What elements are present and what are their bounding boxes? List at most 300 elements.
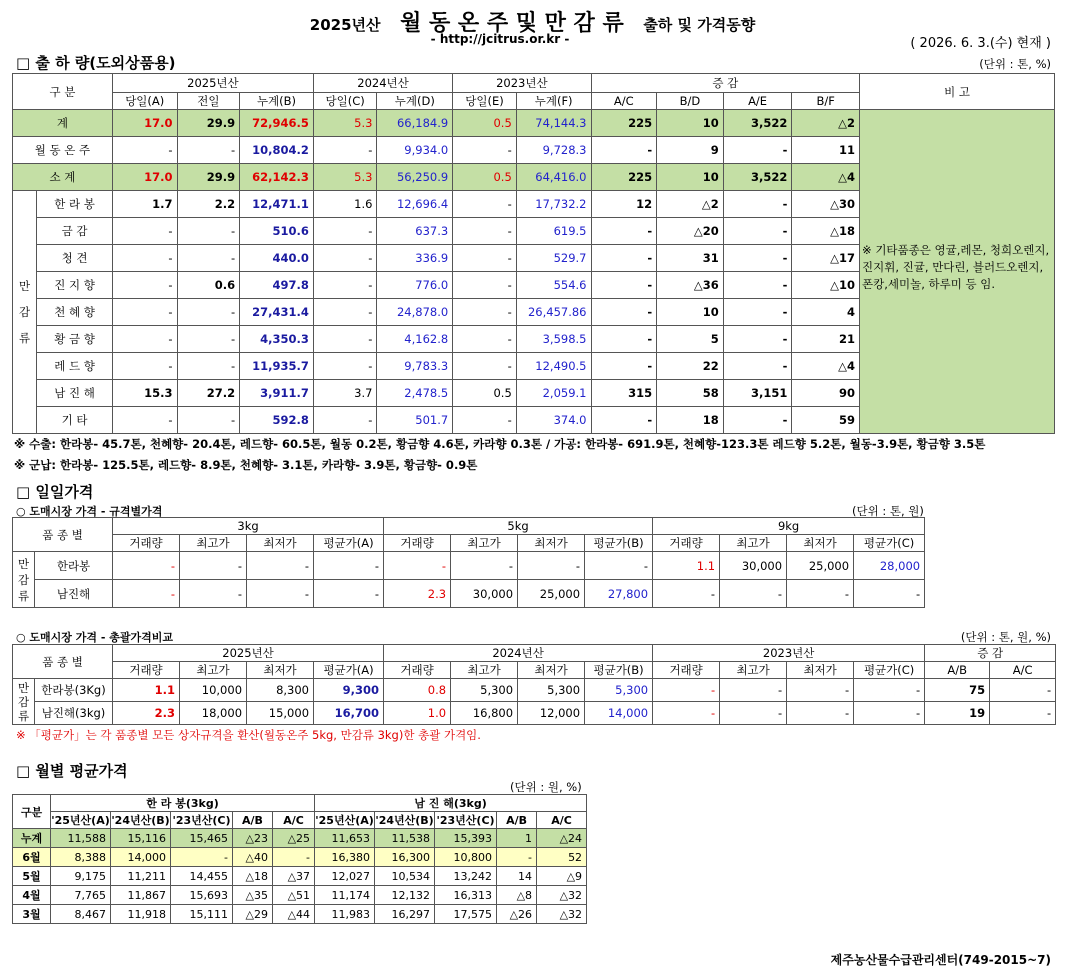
cell: 21 bbox=[792, 326, 860, 353]
cell: 11,538 bbox=[375, 829, 435, 848]
group-label: 만 감 류 bbox=[13, 679, 35, 725]
spec-title: ○ 도매시장 가격 - 규격별가격 bbox=[16, 505, 163, 518]
cell: 10 bbox=[657, 299, 724, 326]
sub-header: '25년산(A) bbox=[315, 812, 375, 829]
cell: - bbox=[653, 702, 720, 725]
table-row bbox=[13, 580, 925, 608]
sub-header: 거래량 bbox=[653, 535, 720, 552]
cell: △26 bbox=[497, 905, 537, 924]
cell: - bbox=[273, 848, 315, 867]
row-label: 남 진 해 bbox=[37, 380, 113, 407]
cell: 12,000 bbox=[518, 702, 585, 725]
cell: 15,000 bbox=[247, 702, 314, 725]
cell: 1.1 bbox=[653, 552, 720, 580]
cell: 501.7 bbox=[377, 407, 453, 434]
cell: 90 bbox=[792, 380, 860, 407]
cell: 14 bbox=[497, 867, 537, 886]
h-variety: 품 종 별 bbox=[13, 645, 113, 679]
sub-header: 최저가 bbox=[787, 662, 854, 679]
cell: - bbox=[854, 580, 925, 608]
cell: 10,804.2 bbox=[240, 137, 314, 164]
cell: △32 bbox=[537, 886, 587, 905]
row-label: 한라봉(3Kg) bbox=[35, 679, 113, 702]
cell: 10,534 bbox=[375, 867, 435, 886]
cell: 9,728.3 bbox=[516, 137, 591, 164]
cell: - bbox=[313, 137, 377, 164]
cell: 2.2 bbox=[177, 191, 240, 218]
cell: 9,300 bbox=[314, 679, 384, 702]
cell: △36 bbox=[657, 272, 724, 299]
cell: 74,144.3 bbox=[516, 110, 591, 137]
sub-header: A/C bbox=[273, 812, 315, 829]
monthly-section-title: □ 월별 평균가격 bbox=[16, 762, 128, 780]
cell: 12,490.5 bbox=[516, 353, 591, 380]
sub-header: 평균가(C) bbox=[854, 662, 925, 679]
cell: 8,388 bbox=[51, 848, 111, 867]
sub-header: 누계(B) bbox=[240, 93, 314, 110]
cell: 15,465 bbox=[171, 829, 233, 848]
cell: △20 bbox=[657, 218, 724, 245]
row-label: 소 계 bbox=[13, 164, 113, 191]
row-label: 진 지 향 bbox=[37, 272, 113, 299]
title-main: 월 동 온 주 및 만 감 류 bbox=[400, 11, 624, 36]
cell: 10,000 bbox=[180, 679, 247, 702]
cell: - bbox=[453, 353, 517, 380]
cell: 12,027 bbox=[315, 867, 375, 886]
cell: - bbox=[591, 353, 657, 380]
cell: 4,350.3 bbox=[240, 326, 314, 353]
cell: - bbox=[723, 137, 792, 164]
cell: △2 bbox=[792, 110, 860, 137]
cell: - bbox=[112, 353, 177, 380]
cell: △18 bbox=[792, 218, 860, 245]
cell: △23 bbox=[233, 829, 273, 848]
cell: 3,598.5 bbox=[516, 326, 591, 353]
h-category: 구 분 bbox=[13, 74, 113, 110]
cell: △35 bbox=[233, 886, 273, 905]
total-price-table bbox=[12, 644, 1056, 725]
cell: - bbox=[854, 679, 925, 702]
sub-header: 평균가(B) bbox=[585, 662, 653, 679]
monthly-unit: (단위 : 원, %) bbox=[510, 780, 582, 794]
cell: 5.3 bbox=[313, 164, 377, 191]
cell: - bbox=[180, 552, 247, 580]
sub-header: 당일(A) bbox=[112, 93, 177, 110]
sub-header: A/E bbox=[723, 93, 792, 110]
cell: - bbox=[453, 245, 517, 272]
cell: - bbox=[313, 326, 377, 353]
cell: - bbox=[113, 580, 180, 608]
cell: 11,174 bbox=[315, 886, 375, 905]
cell: - bbox=[591, 218, 657, 245]
cell: 12 bbox=[591, 191, 657, 218]
sub-header: 거래량 bbox=[384, 662, 451, 679]
h-y2024: 2024년산 bbox=[384, 645, 653, 662]
cell: 17.0 bbox=[112, 110, 177, 137]
cell: - bbox=[787, 580, 854, 608]
cell: - bbox=[720, 679, 787, 702]
h-y2025: 2025년산 bbox=[112, 74, 313, 93]
cell: 26,457.86 bbox=[516, 299, 591, 326]
cell: 510.6 bbox=[240, 218, 314, 245]
cell: 2.3 bbox=[384, 580, 451, 608]
shipment-section-title: □ 출 하 량(도외상품용) bbox=[16, 54, 176, 72]
cell: 374.0 bbox=[516, 407, 591, 434]
cell: 27,800 bbox=[585, 580, 653, 608]
cell: - bbox=[247, 552, 314, 580]
total-title: ○ 도매시장 가격 - 총괄가격비교 bbox=[16, 631, 173, 644]
sub-header: 최고가 bbox=[720, 535, 787, 552]
cell: - bbox=[313, 407, 377, 434]
footnote-export: ※ 수출: 한라봉- 45.7톤, 천혜향- 20.4톤, 레드향- 60.5톤, 월동 0.2톤, 황금향 4.6톤, 카라향 0.3톤 / 가공: 한라봉- 691.9톤, 천혜향-123.3톤 레드향 5.2톤, 월동-3.9톤, 황금향 3.5톤 bbox=[14, 437, 986, 451]
cell: 18 bbox=[657, 407, 724, 434]
cell: - bbox=[591, 326, 657, 353]
cell: 15,393 bbox=[435, 829, 497, 848]
total-note: ※ 「평균가」는 각 품종별 모든 상자규격을 환산(월동온주 5kg, 만감류 3kg)한 총괄 가격임. bbox=[16, 728, 481, 742]
spec-price-table bbox=[12, 517, 925, 608]
cell: 59 bbox=[792, 407, 860, 434]
cell: 52 bbox=[537, 848, 587, 867]
row-label: 황 금 향 bbox=[37, 326, 113, 353]
cell: 315 bbox=[591, 380, 657, 407]
cell: 16,700 bbox=[314, 702, 384, 725]
cell: △40 bbox=[233, 848, 273, 867]
cell: △17 bbox=[792, 245, 860, 272]
table-row bbox=[13, 702, 1056, 725]
cell: 11,588 bbox=[51, 829, 111, 848]
cell: - bbox=[112, 407, 177, 434]
cell: - bbox=[497, 848, 537, 867]
cell: - bbox=[723, 299, 792, 326]
cell: 11,918 bbox=[111, 905, 171, 924]
row-label: 레 드 향 bbox=[37, 353, 113, 380]
cell: 14,000 bbox=[585, 702, 653, 725]
cell: 440.0 bbox=[240, 245, 314, 272]
cell: - bbox=[112, 326, 177, 353]
h-note: 비 고 bbox=[860, 74, 1055, 110]
cell: 5.3 bbox=[313, 110, 377, 137]
cell: 1.0 bbox=[384, 702, 451, 725]
cell: 1 bbox=[497, 829, 537, 848]
cell: - bbox=[453, 137, 517, 164]
cell: - bbox=[313, 245, 377, 272]
cell: - bbox=[177, 137, 240, 164]
cell: 0.6 bbox=[177, 272, 240, 299]
sub-header: 평균가(A) bbox=[314, 662, 384, 679]
cell: 10,800 bbox=[435, 848, 497, 867]
table-row bbox=[13, 552, 925, 580]
cell: - bbox=[720, 580, 787, 608]
cell: 27.2 bbox=[177, 380, 240, 407]
cell: 25,000 bbox=[518, 580, 585, 608]
cell: 3,522 bbox=[723, 164, 792, 191]
row-label: 6월 bbox=[13, 848, 51, 867]
h-namjinhae: 남 진 해(3kg) bbox=[315, 795, 587, 812]
cell: - bbox=[787, 679, 854, 702]
cell: 29.9 bbox=[177, 110, 240, 137]
cell: 0.8 bbox=[384, 679, 451, 702]
h-div: 구분 bbox=[13, 795, 51, 829]
cell: 17,575 bbox=[435, 905, 497, 924]
cell: 22 bbox=[657, 353, 724, 380]
cell: 16,380 bbox=[315, 848, 375, 867]
cell: - bbox=[453, 191, 517, 218]
sub-header: '23년산(C) bbox=[435, 812, 497, 829]
table-row bbox=[13, 679, 1056, 702]
cell: - bbox=[585, 552, 653, 580]
cell: 16,300 bbox=[375, 848, 435, 867]
cell: 1.6 bbox=[313, 191, 377, 218]
shipment-table bbox=[12, 73, 1055, 434]
cell: - bbox=[591, 407, 657, 434]
sub-header: A/C bbox=[537, 812, 587, 829]
cell: 14,000 bbox=[111, 848, 171, 867]
sub-header: 누계(D) bbox=[377, 93, 453, 110]
cell: 62,142.3 bbox=[240, 164, 314, 191]
sub-header: 평균가(C) bbox=[854, 535, 925, 552]
cell: - bbox=[453, 218, 517, 245]
table-row bbox=[13, 905, 587, 924]
sub-header: B/F bbox=[792, 93, 860, 110]
cell: 8,467 bbox=[51, 905, 111, 924]
cell: 1.7 bbox=[112, 191, 177, 218]
cell: 16,297 bbox=[375, 905, 435, 924]
cell: - bbox=[112, 299, 177, 326]
cell: 2,059.1 bbox=[516, 380, 591, 407]
cell: 4,162.8 bbox=[377, 326, 453, 353]
cell: - bbox=[591, 299, 657, 326]
cell: - bbox=[313, 353, 377, 380]
cell: 529.7 bbox=[516, 245, 591, 272]
cell: 0.5 bbox=[453, 164, 517, 191]
cell: 3,911.7 bbox=[240, 380, 314, 407]
cell: - bbox=[384, 552, 451, 580]
cell: 66,184.9 bbox=[377, 110, 453, 137]
sub-header: A/B bbox=[233, 812, 273, 829]
cell: 637.3 bbox=[377, 218, 453, 245]
row-label: 4월 bbox=[13, 886, 51, 905]
cell: - bbox=[313, 272, 377, 299]
cell: 19 bbox=[925, 702, 990, 725]
cell: 27,431.4 bbox=[240, 299, 314, 326]
row-label: 월 동 온 주 bbox=[13, 137, 113, 164]
cell: 8,300 bbox=[247, 679, 314, 702]
title-year: 2025년산 bbox=[309, 16, 381, 34]
cell: - bbox=[990, 702, 1056, 725]
cell: 15,111 bbox=[171, 905, 233, 924]
cell: - bbox=[113, 552, 180, 580]
cell: - bbox=[723, 191, 792, 218]
sub-header: 최저가 bbox=[518, 535, 585, 552]
sub-header: 당일(C) bbox=[313, 93, 377, 110]
footer-center: 제주농산물수급관리센터(749-2015~7) bbox=[830, 953, 1051, 967]
cell: 225 bbox=[591, 110, 657, 137]
cell: - bbox=[854, 702, 925, 725]
cell: - bbox=[247, 580, 314, 608]
sub-header: 최고가 bbox=[180, 535, 247, 552]
cell: 7,765 bbox=[51, 886, 111, 905]
footnote-military: ※ 군납: 한라봉- 125.5톤, 레드향- 8.9톤, 천혜향- 3.1톤, 카라향- 3.9톤, 황금향- 0.9톤 bbox=[14, 458, 478, 472]
cell: - bbox=[177, 353, 240, 380]
table-row bbox=[13, 829, 587, 848]
sub-header: 최고가 bbox=[180, 662, 247, 679]
cell: 16,313 bbox=[435, 886, 497, 905]
sub-header: '25년산(A) bbox=[51, 812, 111, 829]
cell: 2.3 bbox=[113, 702, 180, 725]
cell: △2 bbox=[657, 191, 724, 218]
cell: △4 bbox=[792, 164, 860, 191]
sub-header: 누계(F) bbox=[516, 93, 591, 110]
cell: - bbox=[177, 407, 240, 434]
row-label: 누계 bbox=[13, 829, 51, 848]
cell: 30,000 bbox=[451, 580, 518, 608]
cell: 11,983 bbox=[315, 905, 375, 924]
sub-header: A/C bbox=[591, 93, 657, 110]
cell: - bbox=[723, 353, 792, 380]
sub-header: 최고가 bbox=[451, 535, 518, 552]
cell: 18,000 bbox=[180, 702, 247, 725]
sub-header: 거래량 bbox=[653, 662, 720, 679]
cell: - bbox=[451, 552, 518, 580]
row-label: 천 혜 향 bbox=[37, 299, 113, 326]
cell: - bbox=[990, 679, 1056, 702]
row-label: 금 감 bbox=[37, 218, 113, 245]
cell: - bbox=[723, 326, 792, 353]
cell: 554.6 bbox=[516, 272, 591, 299]
cell: 3,151 bbox=[723, 380, 792, 407]
cell: △32 bbox=[537, 905, 587, 924]
cell: 2,478.5 bbox=[377, 380, 453, 407]
cell: △51 bbox=[273, 886, 315, 905]
cell: 619.5 bbox=[516, 218, 591, 245]
cell: - bbox=[653, 580, 720, 608]
cell: 497.8 bbox=[240, 272, 314, 299]
cell: △37 bbox=[273, 867, 315, 886]
cell: - bbox=[723, 407, 792, 434]
cell: - bbox=[314, 580, 384, 608]
cell: - bbox=[314, 552, 384, 580]
cell: 29.9 bbox=[177, 164, 240, 191]
cell: 72,946.5 bbox=[240, 110, 314, 137]
row-label: 청 견 bbox=[37, 245, 113, 272]
cell: - bbox=[177, 299, 240, 326]
cell: - bbox=[112, 272, 177, 299]
sub-header: 거래량 bbox=[113, 535, 180, 552]
cell: 5,300 bbox=[451, 679, 518, 702]
cell: △25 bbox=[273, 829, 315, 848]
cell: 0.5 bbox=[453, 380, 517, 407]
cell: 11,653 bbox=[315, 829, 375, 848]
total-unit: (단위 : 톤, 원, %) bbox=[960, 630, 1051, 644]
sub-header: 평균가(A) bbox=[314, 535, 384, 552]
site-url: - http://jcitrus.or.kr - bbox=[430, 32, 570, 46]
sub-header: 거래량 bbox=[384, 535, 451, 552]
daily-section-title: □ 일일가격 bbox=[16, 483, 94, 501]
cell: 25,000 bbox=[787, 552, 854, 580]
sub-header: B/D bbox=[657, 93, 724, 110]
cell: 56,250.9 bbox=[377, 164, 453, 191]
sub-header: 최고가 bbox=[451, 662, 518, 679]
cell: 64,416.0 bbox=[516, 164, 591, 191]
cell: - bbox=[112, 245, 177, 272]
cell: - bbox=[453, 326, 517, 353]
cell: - bbox=[591, 137, 657, 164]
shipment-unit: (단위 : 톤, %) bbox=[979, 57, 1051, 71]
cell: - bbox=[177, 326, 240, 353]
sub-header: 당일(E) bbox=[453, 93, 517, 110]
cell: 5,300 bbox=[518, 679, 585, 702]
table-row bbox=[13, 886, 587, 905]
cell: 9 bbox=[657, 137, 724, 164]
group-label: 만 감 류 bbox=[13, 552, 35, 608]
cell: - bbox=[177, 245, 240, 272]
row-label: 남진해 bbox=[35, 580, 113, 608]
sub-header: '24년산(B) bbox=[111, 812, 171, 829]
cell: 15,693 bbox=[171, 886, 233, 905]
cell: △30 bbox=[792, 191, 860, 218]
sub-header: 전일 bbox=[177, 93, 240, 110]
sub-header: A/B bbox=[925, 662, 990, 679]
cell: - bbox=[453, 407, 517, 434]
cell: 13,242 bbox=[435, 867, 497, 886]
cell: △10 bbox=[792, 272, 860, 299]
cell: 24,878.0 bbox=[377, 299, 453, 326]
cell: 17,732.2 bbox=[516, 191, 591, 218]
cell: - bbox=[453, 272, 517, 299]
note-text: ※ 기타품종은 영귤,레몬, 청희오렌지, 진지휘, 진귤, 만다린, 블러드오렌지, 폰캉,세미놀, 하루미 등 임. bbox=[862, 243, 1050, 291]
cell: 3,522 bbox=[723, 110, 792, 137]
cell: 11 bbox=[792, 137, 860, 164]
cell: 9,175 bbox=[51, 867, 111, 886]
sub-header: 최저가 bbox=[518, 662, 585, 679]
h-5kg: 5kg bbox=[384, 518, 653, 535]
h-3kg: 3kg bbox=[113, 518, 384, 535]
cell: 11,867 bbox=[111, 886, 171, 905]
row-label: 남진해(3kg) bbox=[35, 702, 113, 725]
sub-header: A/B bbox=[497, 812, 537, 829]
h-variety: 품 종 별 bbox=[13, 518, 113, 552]
cell: - bbox=[112, 137, 177, 164]
h-change: 증 감 bbox=[925, 645, 1056, 662]
row-label: 3월 bbox=[13, 905, 51, 924]
cell: 10 bbox=[657, 110, 724, 137]
cell: 5 bbox=[657, 326, 724, 353]
cell: 12,132 bbox=[375, 886, 435, 905]
cell: - bbox=[313, 218, 377, 245]
cell: 17.0 bbox=[112, 164, 177, 191]
h-y2025: 2025년산 bbox=[113, 645, 384, 662]
cell: 15.3 bbox=[112, 380, 177, 407]
cell: 58 bbox=[657, 380, 724, 407]
cell: - bbox=[653, 679, 720, 702]
cell: △29 bbox=[233, 905, 273, 924]
sub-header: '23년산(C) bbox=[171, 812, 233, 829]
cell: 12,696.4 bbox=[377, 191, 453, 218]
cell: △18 bbox=[233, 867, 273, 886]
sub-header: 평균가(B) bbox=[585, 535, 653, 552]
cell: △24 bbox=[537, 829, 587, 848]
cell: 776.0 bbox=[377, 272, 453, 299]
row-label: 5월 bbox=[13, 867, 51, 886]
sub-header: 최저가 bbox=[787, 535, 854, 552]
cell: 28,000 bbox=[854, 552, 925, 580]
cell: - bbox=[720, 702, 787, 725]
cell: 336.9 bbox=[377, 245, 453, 272]
title-tail: 출하 및 가격동향 bbox=[643, 16, 756, 34]
sub-header: 거래량 bbox=[113, 662, 180, 679]
note-cell bbox=[860, 110, 1055, 434]
cell: - bbox=[591, 272, 657, 299]
